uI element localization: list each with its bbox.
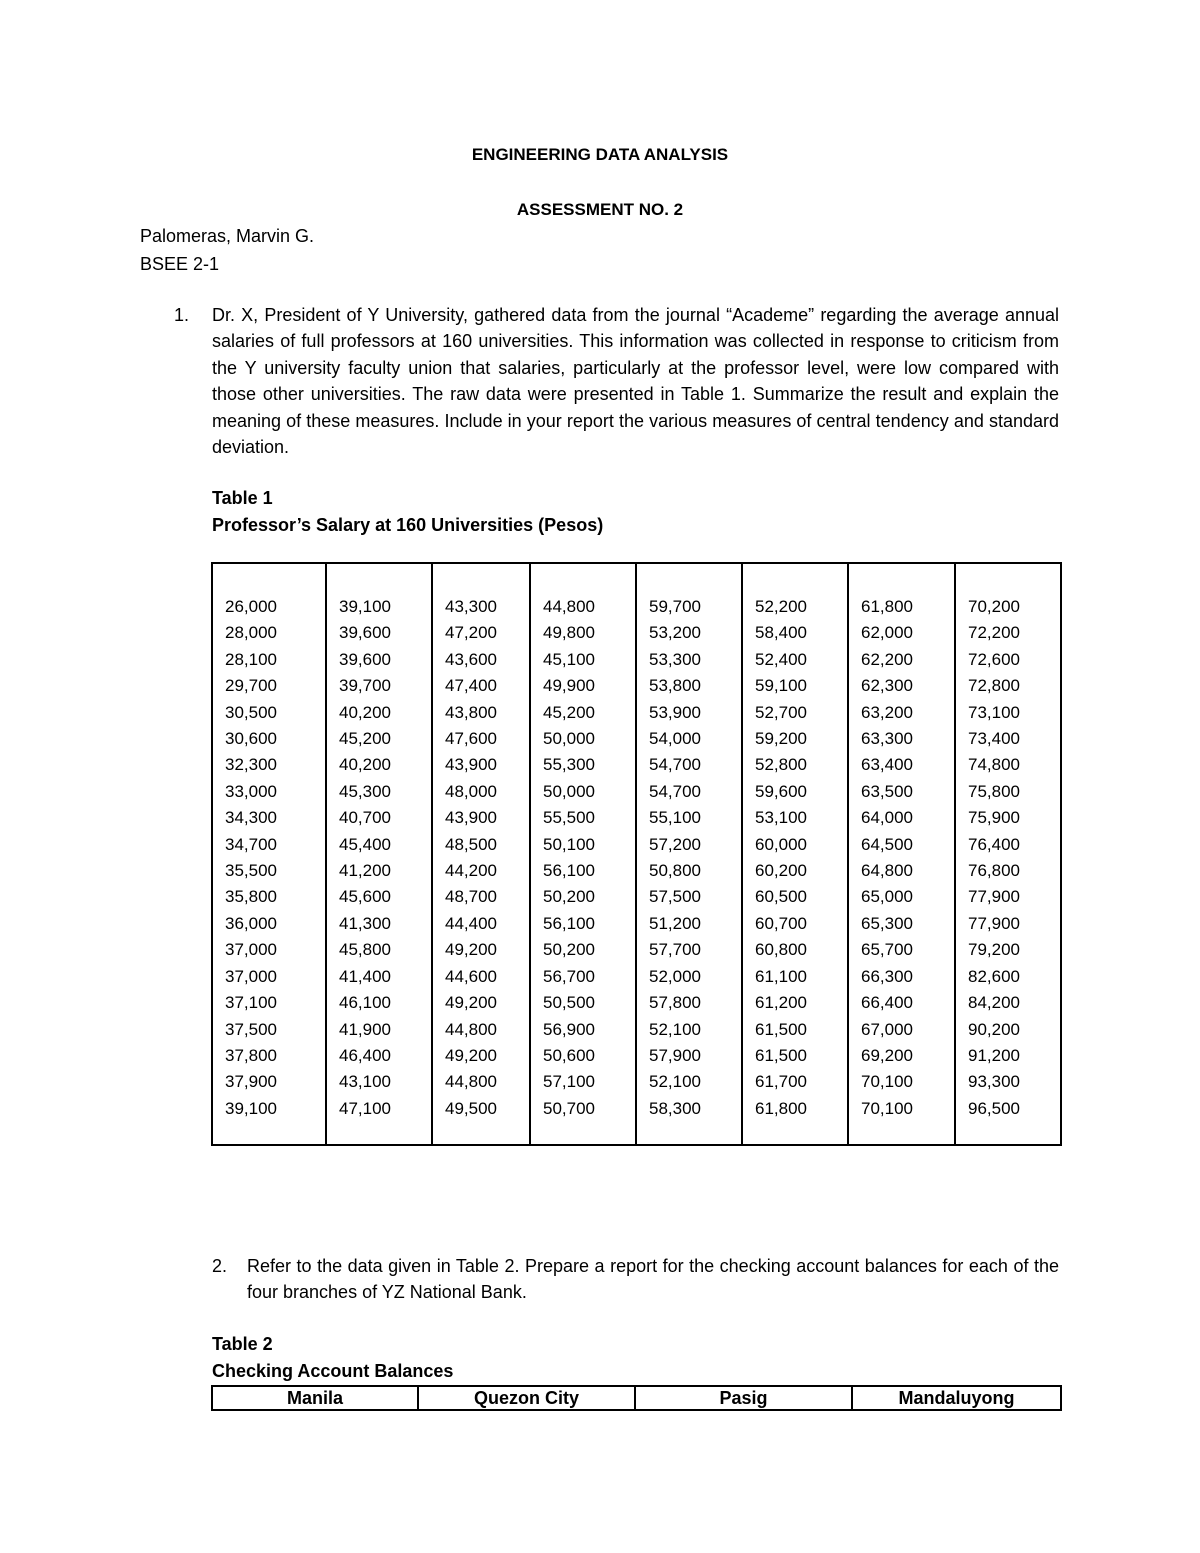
salary-value: 73,100: [968, 702, 1020, 722]
salary-value: 32,300: [225, 755, 277, 775]
salary-value: 44,800: [543, 597, 595, 616]
salary-value: 56,700: [543, 966, 595, 986]
salary-value: 48,700: [445, 887, 497, 907]
salary-value: 59,600: [755, 781, 807, 801]
salary-value: 34,300: [225, 808, 277, 828]
salary-value: 44,200: [445, 861, 497, 881]
salary-value: 55,500: [543, 808, 595, 828]
salary-value: 63,200: [861, 702, 913, 722]
salary-table-row: [212, 563, 1061, 1145]
salary-value: 29,700: [225, 676, 277, 696]
salary-value: 43,800: [445, 702, 497, 722]
salary-value: 72,200: [968, 623, 1020, 643]
salary-value: 52,800: [755, 755, 807, 775]
student-section: BSEE 2-1: [140, 254, 220, 274]
salary-value: 50,000: [543, 729, 595, 749]
salary-value: 40,700: [339, 808, 391, 828]
salary-value: 76,800: [968, 861, 1020, 881]
salary-value: 47,600: [445, 729, 497, 749]
salary-value: 75,800: [968, 781, 1020, 801]
salary-value: 61,700: [755, 1072, 807, 1092]
salary-value: 49,900: [543, 676, 595, 696]
salary-value: 45,300: [339, 781, 391, 801]
salary-value: 51,200: [649, 913, 701, 933]
salary-value: 43,600: [445, 649, 497, 669]
salary-value: 52,200: [755, 597, 807, 616]
salary-value: 50,200: [543, 940, 595, 960]
salary-value: 56,900: [543, 1019, 595, 1039]
salary-value: 47,400: [445, 676, 497, 696]
salary-value: 54,700: [649, 781, 701, 801]
salary-value: 72,600: [968, 649, 1020, 669]
salary-value: 53,300: [649, 649, 701, 669]
salary-value: 63,500: [861, 781, 913, 801]
salary-value: 61,800: [755, 1098, 807, 1118]
question-1-number: 1.: [174, 305, 190, 325]
salary-value: 96,500: [968, 1098, 1020, 1118]
salary-value: 52,100: [649, 1019, 701, 1039]
salary-value: 44,400: [445, 913, 497, 933]
salary-value: 40,200: [339, 702, 391, 722]
salary-value: 82,600: [968, 966, 1020, 986]
salary-value: 39,600: [339, 623, 391, 643]
salary-value: 60,500: [755, 887, 807, 907]
salary-value: 90,200: [968, 1019, 1020, 1039]
salary-value: 49,200: [445, 1045, 497, 1065]
salary-value: 47,200: [445, 623, 497, 643]
table-header-row: [212, 1386, 1061, 1410]
salary-value: 77,900: [968, 913, 1020, 933]
salary-value: 91,200: [968, 1045, 1020, 1065]
salary-value: 39,100: [339, 597, 391, 616]
question-1-text: Dr. X, President of Y University, gathered data from the journal “Academe” regarding the average annual salaries of full professors at 160 universities. This information was collected in response to criticism from the Y university faculty union that salaries, particularly at the professor level, were low compared with those other universities. The raw data were presented in Table 1. Summarize the result and explain the meaning of these measures. Include in your report the various measures of central tendency and standard deviation.: [212, 305, 1059, 458]
salary-value: 69,200: [861, 1045, 913, 1065]
salary-value: 70,100: [861, 1072, 913, 1092]
salary-value: 50,000: [543, 781, 595, 801]
salary-value: 55,300: [543, 755, 595, 775]
salary-value: 28,100: [225, 649, 277, 669]
table-1-title: Professor’s Salary at 160 Universities (Pesos): [212, 515, 604, 535]
salary-value: 49,200: [445, 940, 497, 960]
salary-value: 60,200: [755, 861, 807, 881]
salary-value: 53,100: [755, 808, 807, 828]
salary-value: 36,000: [225, 913, 277, 933]
salary-value: 66,400: [861, 993, 913, 1013]
salary-value: 43,300: [445, 597, 497, 616]
salary-value: 70,100: [861, 1098, 913, 1118]
salary-value: 41,400: [339, 966, 391, 986]
salary-value: 64,000: [861, 808, 913, 828]
salary-value: 52,100: [649, 1072, 701, 1092]
salary-value: 49,800: [543, 623, 595, 643]
salary-column: [636, 563, 742, 1145]
salary-value: 58,400: [755, 623, 807, 643]
question-2: [174, 1253, 1059, 1306]
salary-value: 52,400: [755, 649, 807, 669]
salary-value: 60,000: [755, 834, 807, 854]
salary-value: 45,200: [543, 702, 595, 722]
salary-value: 67,000: [861, 1019, 913, 1039]
salary-value: 73,400: [968, 729, 1020, 749]
salary-value: 34,700: [225, 834, 277, 854]
salary-value: 41,900: [339, 1019, 391, 1039]
salary-value: 55,100: [649, 808, 701, 828]
salary-value: 50,800: [649, 861, 701, 881]
salary-value: 35,800: [225, 887, 277, 907]
salary-value: 57,500: [649, 887, 701, 907]
salary-value: 37,100: [225, 993, 277, 1013]
salary-value: 57,200: [649, 834, 701, 854]
salary-value: 57,100: [543, 1072, 595, 1092]
salary-value: 56,100: [543, 913, 595, 933]
salary-value: 53,900: [649, 702, 701, 722]
salary-value: 63,400: [861, 755, 913, 775]
salary-value: 37,500: [225, 1019, 277, 1039]
salary-column: [530, 563, 636, 1145]
salary-value: 46,400: [339, 1045, 391, 1065]
salary-value: 57,700: [649, 940, 701, 960]
salary-value: 47,100: [339, 1098, 391, 1118]
salary-value: 48,000: [445, 781, 497, 801]
document-title: ENGINEERING DATA ANALYSIS: [471, 145, 729, 164]
salary-value: 54,700: [649, 755, 701, 775]
salary-value: 46,100: [339, 993, 391, 1013]
salary-value: 57,800: [649, 993, 701, 1013]
salary-value: 76,400: [968, 834, 1020, 854]
salary-value: 60,700: [755, 913, 807, 933]
salary-value: 30,600: [225, 729, 277, 749]
salary-value: 62,200: [861, 649, 913, 669]
salary-value: 33,000: [225, 781, 277, 801]
salary-column: [326, 563, 432, 1145]
salary-value: 52,700: [755, 702, 807, 722]
table-2-label: Table 2: [212, 1334, 273, 1354]
salary-value: 74,800: [968, 755, 1020, 775]
salary-value: 53,800: [649, 676, 701, 696]
checking-balances-table: [211, 1385, 1062, 1411]
salary-value: 30,500: [225, 702, 277, 722]
salary-value: 59,200: [755, 729, 807, 749]
salary-value: 59,700: [649, 597, 701, 616]
salary-value: 50,700: [543, 1098, 595, 1118]
salary-value: 37,000: [225, 966, 277, 986]
salary-value: 61,200: [755, 993, 807, 1013]
salary-value: 41,200: [339, 861, 391, 881]
table-2-caption: [212, 1331, 453, 1385]
salary-value: 45,800: [339, 940, 391, 960]
salary-value: 50,600: [543, 1045, 595, 1065]
salary-value: 50,200: [543, 887, 595, 907]
salary-table: [211, 562, 1062, 1146]
salary-value: 66,300: [861, 966, 913, 986]
salary-value: 58,300: [649, 1098, 701, 1118]
salary-value: 48,500: [445, 834, 497, 854]
salary-column: [212, 563, 326, 1145]
salary-value: 39,700: [339, 676, 391, 696]
salary-value: 43,900: [445, 808, 497, 828]
column-header-manila: Manila: [212, 1386, 418, 1410]
table-1-label: Table 1: [212, 488, 273, 508]
question-2-text: Refer to the data given in Table 2. Prepare a report for the checking account balances for each of the four branches of YZ National Bank.: [247, 1256, 1059, 1303]
assessment-number: ASSESSMENT NO. 2: [516, 200, 684, 219]
salary-value: 45,600: [339, 887, 391, 907]
salary-value: 65,700: [861, 940, 913, 960]
salary-value: 49,500: [445, 1098, 497, 1118]
salary-value: 43,900: [445, 755, 497, 775]
salary-value: 65,300: [861, 913, 913, 933]
salary-value: 77,900: [968, 887, 1020, 907]
column-header-pasig: Pasig: [635, 1386, 852, 1410]
salary-value: 44,600: [445, 966, 497, 986]
salary-value: 64,800: [861, 861, 913, 881]
salary-value: 75,900: [968, 808, 1020, 828]
salary-value: 61,800: [861, 597, 913, 616]
salary-value: 61,500: [755, 1019, 807, 1039]
salary-value: 43,100: [339, 1072, 391, 1092]
table-1-caption: [212, 485, 603, 539]
salary-value: 61,500: [755, 1045, 807, 1065]
salary-value: 65,000: [861, 887, 913, 907]
salary-value: 59,100: [755, 676, 807, 696]
salary-value: 79,200: [968, 940, 1020, 960]
salary-value: 37,800: [225, 1045, 277, 1065]
question-2-number: 2.: [212, 1256, 228, 1276]
salary-value: 93,300: [968, 1072, 1020, 1092]
salary-value: 26,000: [225, 597, 277, 616]
salary-value: 50,100: [543, 834, 595, 854]
question-1: [174, 302, 1059, 460]
salary-value: 50,500: [543, 993, 595, 1013]
salary-column: [432, 563, 530, 1145]
salary-value: 49,200: [445, 993, 497, 1013]
salary-value: 72,800: [968, 676, 1020, 696]
table-2-title: Checking Account Balances: [212, 1361, 454, 1381]
salary-value: 44,800: [445, 1072, 497, 1092]
salary-value: 45,400: [339, 834, 391, 854]
salary-value: 54,000: [649, 729, 701, 749]
salary-value: 53,200: [649, 623, 701, 643]
salary-value: 52,000: [649, 966, 701, 986]
salary-value: 84,200: [968, 993, 1020, 1013]
salary-value: 41,300: [339, 913, 391, 933]
salary-value: 57,900: [649, 1045, 701, 1065]
salary-value: 37,900: [225, 1072, 277, 1092]
salary-value: 37,000: [225, 940, 277, 960]
salary-value: 60,800: [755, 940, 807, 960]
salary-value: 35,500: [225, 861, 277, 881]
column-header-quezon-city: Quezon City: [418, 1386, 635, 1410]
salary-column: [955, 563, 1061, 1145]
salary-value: 61,100: [755, 966, 807, 986]
student-name: Palomeras, Marvin G.: [140, 226, 315, 246]
salary-value: 28,000: [225, 623, 277, 643]
column-header-mandaluyong: Mandaluyong: [852, 1386, 1061, 1410]
salary-value: 39,600: [339, 649, 391, 669]
salary-value: 40,200: [339, 755, 391, 775]
salary-value: 56,100: [543, 861, 595, 881]
salary-value: 44,800: [445, 1019, 497, 1039]
salary-value: 39,100: [225, 1098, 277, 1118]
salary-value: 64,500: [861, 834, 913, 854]
salary-value: 63,300: [861, 729, 913, 749]
salary-value: 70,200: [968, 597, 1020, 616]
salary-column: [742, 563, 848, 1145]
salary-value: 45,100: [543, 649, 595, 669]
salary-value: 62,300: [861, 676, 913, 696]
salary-column: [848, 563, 955, 1145]
salary-value: 45,200: [339, 729, 391, 749]
salary-value: 62,000: [861, 623, 913, 643]
